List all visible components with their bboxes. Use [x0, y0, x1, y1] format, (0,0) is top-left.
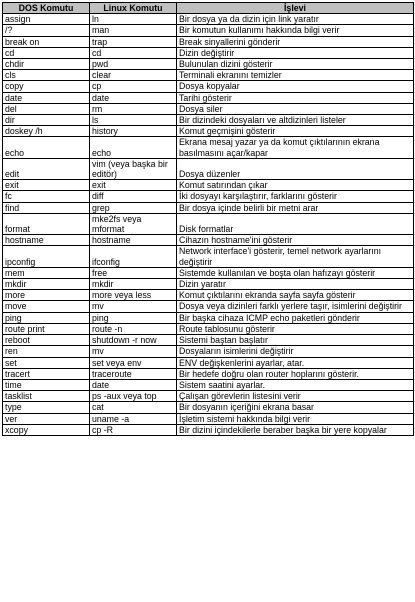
- linux-command-cell: cp -R: [90, 424, 177, 435]
- table-row: [3, 391, 414, 402]
- linux-command-cell: pwd: [90, 59, 177, 70]
- function-cell: Sistemde kullanılan ve boşta olan hafızayı gösterir: [177, 267, 414, 278]
- table-row: [3, 346, 414, 357]
- dos-command-cell: more: [3, 290, 90, 301]
- dos-command-cell: xcopy: [3, 424, 90, 435]
- table-header-row: [3, 3, 414, 14]
- command-table-container: [2, 2, 414, 436]
- linux-command-cell: date: [90, 92, 177, 103]
- function-cell: Bir dizindeki dosyaları ve altdizinleri listeler: [177, 115, 414, 126]
- table-row: [3, 14, 414, 25]
- table-row: [3, 70, 414, 81]
- header-dos-command: DOS Komutu: [3, 3, 90, 14]
- function-cell: Bir dosya içinde belirli bir metni arar: [177, 202, 414, 213]
- function-cell: Dosyaların isimlerini değiştirir: [177, 346, 414, 357]
- linux-command-cell: mke2fs veya mformat: [90, 213, 177, 234]
- function-cell: Disk formatlar: [177, 213, 414, 234]
- linux-command-cell: echo: [90, 137, 177, 158]
- dos-command-cell: find: [3, 202, 90, 213]
- dos-command-cell: assign: [3, 14, 90, 25]
- table-row: [3, 36, 414, 47]
- function-cell: Cihazın hostname'ini gösterir: [177, 235, 414, 246]
- function-cell: Dosya siler: [177, 103, 414, 114]
- function-cell: Bir dosya ya da dizin için link yaratır: [177, 14, 414, 25]
- linux-command-cell: diff: [90, 191, 177, 202]
- table-row: [3, 301, 414, 312]
- linux-command-cell: mv: [90, 346, 177, 357]
- function-cell: Bir başka cihaza ICMP echo paketleri gönderir: [177, 312, 414, 323]
- table-row: [3, 357, 414, 368]
- table-row: [3, 312, 414, 323]
- linux-command-cell: grep: [90, 202, 177, 213]
- linux-command-cell: ifconfig: [90, 246, 177, 267]
- table-row: [3, 335, 414, 346]
- function-cell: Route tablosunu gösterir: [177, 323, 414, 334]
- table-row: [3, 213, 414, 234]
- dos-command-cell: break on: [3, 36, 90, 47]
- linux-command-cell: trap: [90, 36, 177, 47]
- function-cell: Bir dizini içindekilerle beraber başka bir yere kopyalar: [177, 424, 414, 435]
- linux-command-cell: ln: [90, 14, 177, 25]
- dos-command-cell: mem: [3, 267, 90, 278]
- linux-command-cell: date: [90, 379, 177, 390]
- function-cell: Dizin yaratır: [177, 279, 414, 290]
- table-row: [3, 25, 414, 36]
- function-cell: İşletim sistemi hakkında bilgi verir: [177, 413, 414, 424]
- table-row: [3, 92, 414, 103]
- dos-command-cell: tracert: [3, 368, 90, 379]
- function-cell: Çalışan görevlerin listesini verir: [177, 391, 414, 402]
- function-cell: Dosya düzenler: [177, 158, 414, 179]
- dos-command-cell: hostname: [3, 235, 90, 246]
- dos-command-cell: exit: [3, 180, 90, 191]
- table-row: [3, 368, 414, 379]
- dos-command-cell: ren: [3, 346, 90, 357]
- table-row: [3, 103, 414, 114]
- dos-command-cell: doskey /h: [3, 126, 90, 137]
- dos-command-cell: move: [3, 301, 90, 312]
- table-row: [3, 402, 414, 413]
- dos-command-cell: dir: [3, 115, 90, 126]
- function-cell: Break sinyallerini gönderir: [177, 36, 414, 47]
- dos-command-cell: route print: [3, 323, 90, 334]
- linux-command-cell: set veya env: [90, 357, 177, 368]
- dos-command-cell: date: [3, 92, 90, 103]
- linux-command-cell: exit: [90, 180, 177, 191]
- table-row: [3, 413, 414, 424]
- table-row: [3, 115, 414, 126]
- linux-command-cell: ls: [90, 115, 177, 126]
- linux-command-cell: cd: [90, 47, 177, 58]
- dos-command-cell: reboot: [3, 335, 90, 346]
- function-cell: Bir hedefe doğru olan router hoplarını gösterir.: [177, 368, 414, 379]
- dos-command-cell: del: [3, 103, 90, 114]
- dos-command-cell: cls: [3, 70, 90, 81]
- linux-command-cell: more veya less: [90, 290, 177, 301]
- linux-command-cell: clear: [90, 70, 177, 81]
- linux-command-cell: ping: [90, 312, 177, 323]
- table-row: [3, 191, 414, 202]
- dos-command-cell: ver: [3, 413, 90, 424]
- dos-command-cell: echo: [3, 137, 90, 158]
- dos-command-cell: copy: [3, 81, 90, 92]
- function-cell: Bir komutun kullanımı hakkında bilgi verir: [177, 25, 414, 36]
- linux-command-cell: free: [90, 267, 177, 278]
- function-cell: Sistemi baştan başlatır: [177, 335, 414, 346]
- function-cell: Bulunulan dizini gösterir: [177, 59, 414, 70]
- table-row: [3, 424, 414, 435]
- function-cell: Komut geçmişini gösterir: [177, 126, 414, 137]
- linux-command-cell: ps -aux veya top: [90, 391, 177, 402]
- table-row: [3, 137, 414, 158]
- table-row: [3, 180, 414, 191]
- function-cell: Bir dosyanın içeriğini ekrana basar: [177, 402, 414, 413]
- function-cell: Komut çıktılarını ekranda sayfa sayfa gösterir: [177, 290, 414, 301]
- function-cell: Dosya veya dizinleri farklı yerlere taşır, isimlerini değiştirir: [177, 301, 414, 312]
- function-cell: Tarihi gösterir: [177, 92, 414, 103]
- dos-command-cell: edit: [3, 158, 90, 179]
- function-cell: Ekrana mesaj yazar ya da komut çıktılarının ekrana basılmasını açar/kapar: [177, 137, 414, 158]
- table-row: [3, 246, 414, 267]
- linux-command-cell: vim (veya başka bir editör): [90, 158, 177, 179]
- table-row: [3, 202, 414, 213]
- dos-command-cell: cd: [3, 47, 90, 58]
- linux-command-cell: cp: [90, 81, 177, 92]
- linux-command-cell: uname -a: [90, 413, 177, 424]
- function-cell: Sistem saatini ayarlar.: [177, 379, 414, 390]
- table-row: [3, 59, 414, 70]
- table-row: [3, 267, 414, 278]
- linux-command-cell: mkdir: [90, 279, 177, 290]
- function-cell: Dosya kopyalar: [177, 81, 414, 92]
- table-row: [3, 379, 414, 390]
- dos-command-cell: set: [3, 357, 90, 368]
- linux-command-cell: history: [90, 126, 177, 137]
- table-body: [3, 14, 414, 436]
- command-comparison-table: [2, 2, 414, 436]
- table-row: [3, 81, 414, 92]
- table-row: [3, 323, 414, 334]
- linux-command-cell: mv: [90, 301, 177, 312]
- linux-command-cell: hostname: [90, 235, 177, 246]
- linux-command-cell: route -n: [90, 323, 177, 334]
- dos-command-cell: mkdir: [3, 279, 90, 290]
- header-linux-command: Linux Komutu: [90, 3, 177, 14]
- header-function: İşlevi: [177, 3, 414, 14]
- linux-command-cell: cat: [90, 402, 177, 413]
- function-cell: ENV değişkenlerini ayarlar, atar.: [177, 357, 414, 368]
- linux-command-cell: traceroute: [90, 368, 177, 379]
- function-cell: Dizin değiştirir: [177, 47, 414, 58]
- dos-command-cell: type: [3, 402, 90, 413]
- table-row: [3, 290, 414, 301]
- dos-command-cell: tasklist: [3, 391, 90, 402]
- dos-command-cell: format: [3, 213, 90, 234]
- dos-command-cell: fc: [3, 191, 90, 202]
- function-cell: İki dosyayı karşılaştırır, farklarını gösterir: [177, 191, 414, 202]
- dos-command-cell: /?: [3, 25, 90, 36]
- dos-command-cell: chdir: [3, 59, 90, 70]
- table-row: [3, 126, 414, 137]
- function-cell: Komut satırından çıkar: [177, 180, 414, 191]
- table-row: [3, 235, 414, 246]
- table-row: [3, 47, 414, 58]
- table-row: [3, 279, 414, 290]
- linux-command-cell: shutdown -r now: [90, 335, 177, 346]
- linux-command-cell: rm: [90, 103, 177, 114]
- function-cell: Terminali ekranını temizler: [177, 70, 414, 81]
- function-cell: Network interface'i gösterir, temel network ayarlarını değiştirir: [177, 246, 414, 267]
- dos-command-cell: ipconfig: [3, 246, 90, 267]
- dos-command-cell: time: [3, 379, 90, 390]
- table-row: [3, 158, 414, 179]
- linux-command-cell: man: [90, 25, 177, 36]
- dos-command-cell: ping: [3, 312, 90, 323]
